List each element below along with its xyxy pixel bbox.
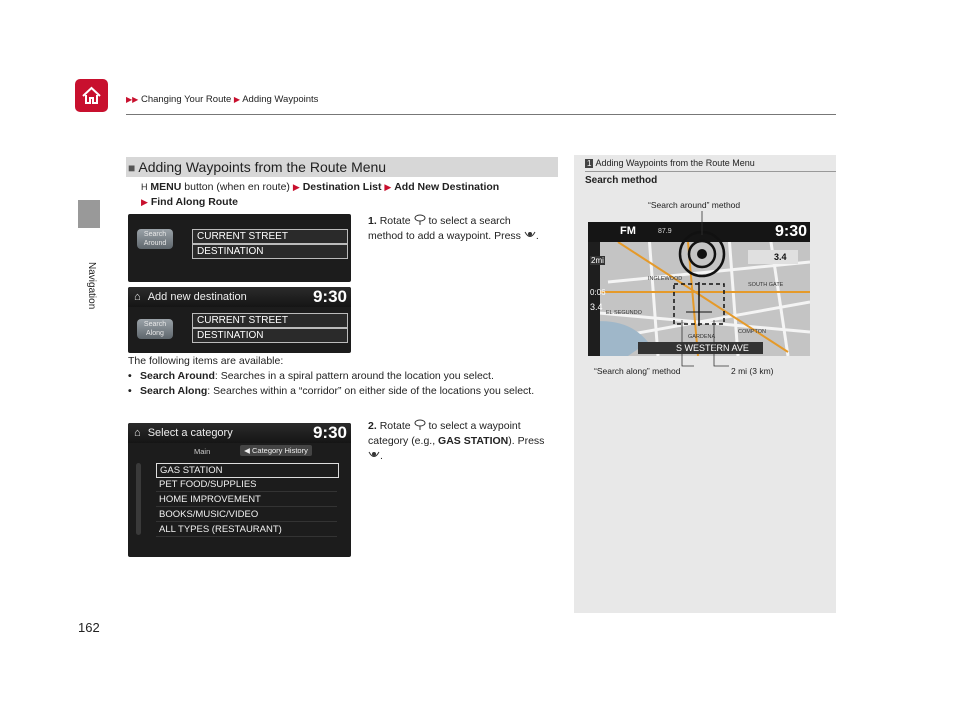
home-button[interactable] xyxy=(75,79,108,112)
screen-search-along xyxy=(128,287,351,353)
section-title: Adding Waypoints from the Route Menu xyxy=(138,159,387,175)
list-item xyxy=(128,384,558,399)
tab-arrow-icon: ◀ xyxy=(244,446,252,455)
sidebar-title xyxy=(585,158,755,168)
step-text: Rotate xyxy=(379,215,411,227)
map-place: EL SEGUNDO xyxy=(606,310,642,316)
step-text: ). xyxy=(508,435,515,447)
header-divider xyxy=(126,114,836,115)
interface-dial-icon xyxy=(414,419,426,431)
step-text: to select a waypoint category (e.g., xyxy=(368,420,521,447)
path-arrow-icon: ▶ xyxy=(141,197,148,207)
map-distance: 3.4 xyxy=(590,302,603,312)
step-text: Press xyxy=(517,435,545,447)
step-text: Rotate xyxy=(379,420,411,432)
map-frequency: 87.9 xyxy=(658,228,672,235)
menu-path xyxy=(141,180,561,210)
callout-search-around: “Search around” method xyxy=(648,200,741,210)
square-bullet-icon: ■ xyxy=(128,161,136,175)
breadcrumb xyxy=(126,94,318,105)
chapter-label: Navigation xyxy=(86,262,97,310)
screen-select-category xyxy=(128,423,351,557)
breadcrumb-arrow-icon: ▶▶ xyxy=(126,95,139,104)
callout-search-along: “Search along” method xyxy=(594,366,681,376)
category-item[interactable]: BOOKS/MUSIC/VIDEO xyxy=(156,508,337,522)
interface-dial-icon xyxy=(414,214,426,226)
path-step: Destination List xyxy=(302,181,382,193)
screen-clock: 9:30 xyxy=(312,423,347,442)
search-along-pill[interactable]: Search Along xyxy=(137,319,173,339)
category-item[interactable]: GAS STATION xyxy=(156,463,339,478)
step-number: 1. xyxy=(368,215,377,227)
callout-leaders xyxy=(574,200,836,375)
map-place: INGLEWOOD xyxy=(648,276,683,282)
screen-search-around xyxy=(128,214,351,282)
step-1 xyxy=(368,214,548,244)
bullets-intro: The following items are available: xyxy=(128,355,284,367)
map-scale: 2mi xyxy=(591,256,604,265)
option-current-street[interactable]: CURRENT STREET xyxy=(192,313,348,328)
sidebar-subtitle: Search method xyxy=(585,175,658,186)
screen-clock: 9:30 xyxy=(312,287,347,306)
term: Search Along xyxy=(140,385,208,397)
sidebar-divider xyxy=(585,171,836,172)
sidebar-title-text: Adding Waypoints from the Route Menu xyxy=(595,158,755,168)
category-item[interactable]: PET FOOD/SUPPLIES xyxy=(156,478,337,492)
menu-button-label: MENU xyxy=(150,181,182,193)
tab-label: Category History xyxy=(252,446,308,455)
path-step: Add New Destination xyxy=(394,181,500,193)
list-item xyxy=(128,369,558,384)
search-around-pill[interactable]: Search Around xyxy=(137,229,173,249)
map-band: FM xyxy=(620,225,636,237)
tab-category-history[interactable] xyxy=(240,445,312,456)
step-text: to select a search method to add a waypoint. Press xyxy=(368,215,521,242)
section-heading xyxy=(126,157,558,177)
available-items xyxy=(128,354,558,399)
map-place: COMPTON xyxy=(738,329,767,335)
callout-distance: 2 mi (3 km) xyxy=(731,366,774,376)
category-item[interactable]: HOME IMPROVEMENT xyxy=(156,493,337,507)
screen-titlebar xyxy=(128,287,351,307)
category-item[interactable]: ALL TYPES (RESTAURANT) xyxy=(156,523,337,537)
breadcrumb-arrow-icon: ▶ xyxy=(233,95,241,104)
screen-titlebar xyxy=(128,423,351,443)
breadcrumb-item[interactable]: Changing Your Route xyxy=(140,94,232,105)
page-number: 162 xyxy=(78,620,100,635)
scrollbar[interactable] xyxy=(136,463,141,535)
option-destination[interactable]: DESTINATION xyxy=(192,328,348,343)
map-place: SOUTH GATE xyxy=(748,282,784,288)
map-clock: 9:30 xyxy=(774,223,807,240)
term-description: : Searches in a spiral pattern around the location you select. xyxy=(214,370,494,382)
example-term: GAS STATION xyxy=(438,435,509,447)
step-text: . xyxy=(380,450,383,462)
option-current-street[interactable]: CURRENT STREET xyxy=(192,229,348,244)
map-place: GARDENA xyxy=(688,334,716,340)
breadcrumb-item[interactable]: Adding Waypoints xyxy=(242,94,319,105)
reference-number: 1 xyxy=(587,159,592,168)
press-dial-icon xyxy=(524,229,536,241)
path-arrow-icon: ▶ xyxy=(292,182,300,192)
map-right-distance: 3.4 xyxy=(774,252,787,262)
back-icon[interactable]: ⌂ xyxy=(134,291,141,303)
press-dial-icon xyxy=(368,449,380,461)
menu-path-text: button (when en route) xyxy=(181,181,290,193)
step-2 xyxy=(368,419,548,464)
chapter-tab xyxy=(78,200,100,228)
step-text: . xyxy=(535,230,539,242)
home-icon xyxy=(80,84,103,107)
term: Search Around xyxy=(140,370,215,382)
step-number: 2. xyxy=(368,420,377,432)
term-description: : Searches within a “corridor” on either side of the locations you select. xyxy=(207,385,535,397)
map-street-label: S WESTERN AVE xyxy=(676,343,749,353)
path-step: Find Along Route xyxy=(150,196,238,208)
path-arrow-icon: ▶ xyxy=(384,182,392,192)
map-eta: 0:06 xyxy=(590,288,606,297)
screen-title: Select a category xyxy=(147,427,233,439)
screen-title: Add new destination xyxy=(147,291,247,303)
back-icon[interactable]: ⌂ xyxy=(134,427,141,439)
menu-path-icon: H xyxy=(141,182,148,192)
tab-main[interactable]: Main xyxy=(194,447,211,456)
option-destination[interactable]: DESTINATION xyxy=(192,244,348,259)
